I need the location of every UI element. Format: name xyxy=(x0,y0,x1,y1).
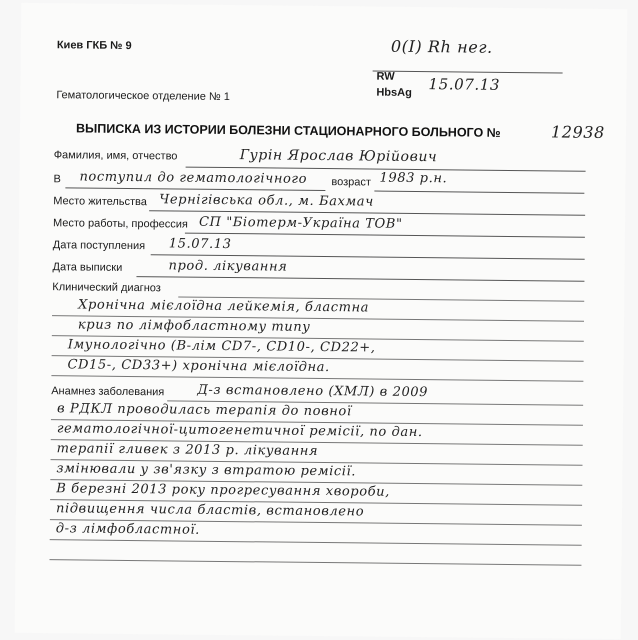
anamnesis-text-line: підвищення числа бластів, встановлено xyxy=(55,501,365,520)
blood-group-line xyxy=(373,71,563,74)
diagnosis-text-line: криз по лімфобластному типу xyxy=(77,317,311,335)
history-number: 12938 xyxy=(550,122,605,142)
in-value: поступил до гематологічного xyxy=(79,169,308,187)
in-label: В xyxy=(53,173,61,186)
age-line xyxy=(374,191,584,194)
anamnesis-text-line: д-з лімфобластної. xyxy=(55,521,201,538)
diagnosis-label: Клинический диагноз xyxy=(52,281,161,295)
anamnesis-text-line: терапії гливек з 2013 р. лікування xyxy=(56,441,319,459)
work-label: Место работы, профессия xyxy=(52,217,188,231)
work-value: СП "Біотерм-Україна ТОВ" xyxy=(198,214,403,232)
residence-label: Место жительства xyxy=(53,195,148,209)
blood-group-note: 0(I) Rh нег. xyxy=(390,36,493,57)
anamnesis-line xyxy=(50,539,582,546)
diagnosis-text-line: Імунологічно (В-лім CD7-, CD10-, CD22+, xyxy=(67,337,376,356)
document-title: ВЫПИСКА ИЗ ИСТОРИИ БОЛЕЗНИ СТАЦИОНАРНОГО БОЛЬНОГО № xyxy=(75,121,501,140)
diagnosis-text-line: Хронічна мієлоїдна лейкемія, бластна xyxy=(78,297,370,316)
name-value: Гурін Ярослав Юрійович xyxy=(239,147,438,166)
admission-value: 15.07.13 xyxy=(168,236,232,253)
anamnesis-text-line: гематологічної-цитогенетичної ремісії, по дан. xyxy=(56,421,423,441)
anamnesis-text-line: Д-з встановлено (ХМЛ) в 2009 xyxy=(197,382,429,401)
anamnesis-text-line: змінювали у зв'язку з втратою ремісії. xyxy=(56,461,357,480)
age-label: возраст xyxy=(331,176,372,189)
anamnesis-text-line: в РДКЛ проводилась терапія до повної xyxy=(56,401,352,420)
residence-value: Чернігівська обл., м. Бахмач xyxy=(159,192,374,210)
hospital-name: Киев ГКБ № 9 xyxy=(56,39,132,53)
discharge-label: Дата выписки xyxy=(52,261,123,274)
age-value: 1983 р.н. xyxy=(379,170,448,187)
in-line xyxy=(65,187,325,191)
diagnosis-text-line: CD15-, CD33+) хронічна мієлоїдна. xyxy=(67,357,330,376)
discharge-value: прод. лікування xyxy=(168,258,288,275)
anamnesis-label: Анамнез заболевания xyxy=(51,385,165,399)
discharge-line xyxy=(136,276,584,282)
department-name: Гематологическое отделение № 1 xyxy=(56,89,230,104)
anamnesis-text-line: В березні 2013 року прогресування хвороби, xyxy=(56,481,390,500)
rw-label: RW xyxy=(376,70,395,83)
anamnesis-line xyxy=(49,559,581,566)
diagnosis-line xyxy=(51,375,583,382)
rw-date: 15.07.13 xyxy=(428,75,501,94)
work-line xyxy=(185,233,585,238)
hbsag-label: HbsAg xyxy=(376,86,412,99)
admission-label: Дата поступления xyxy=(52,239,146,253)
document-page xyxy=(15,3,628,639)
name-label: Фамилия, имя, отчество xyxy=(53,149,178,163)
